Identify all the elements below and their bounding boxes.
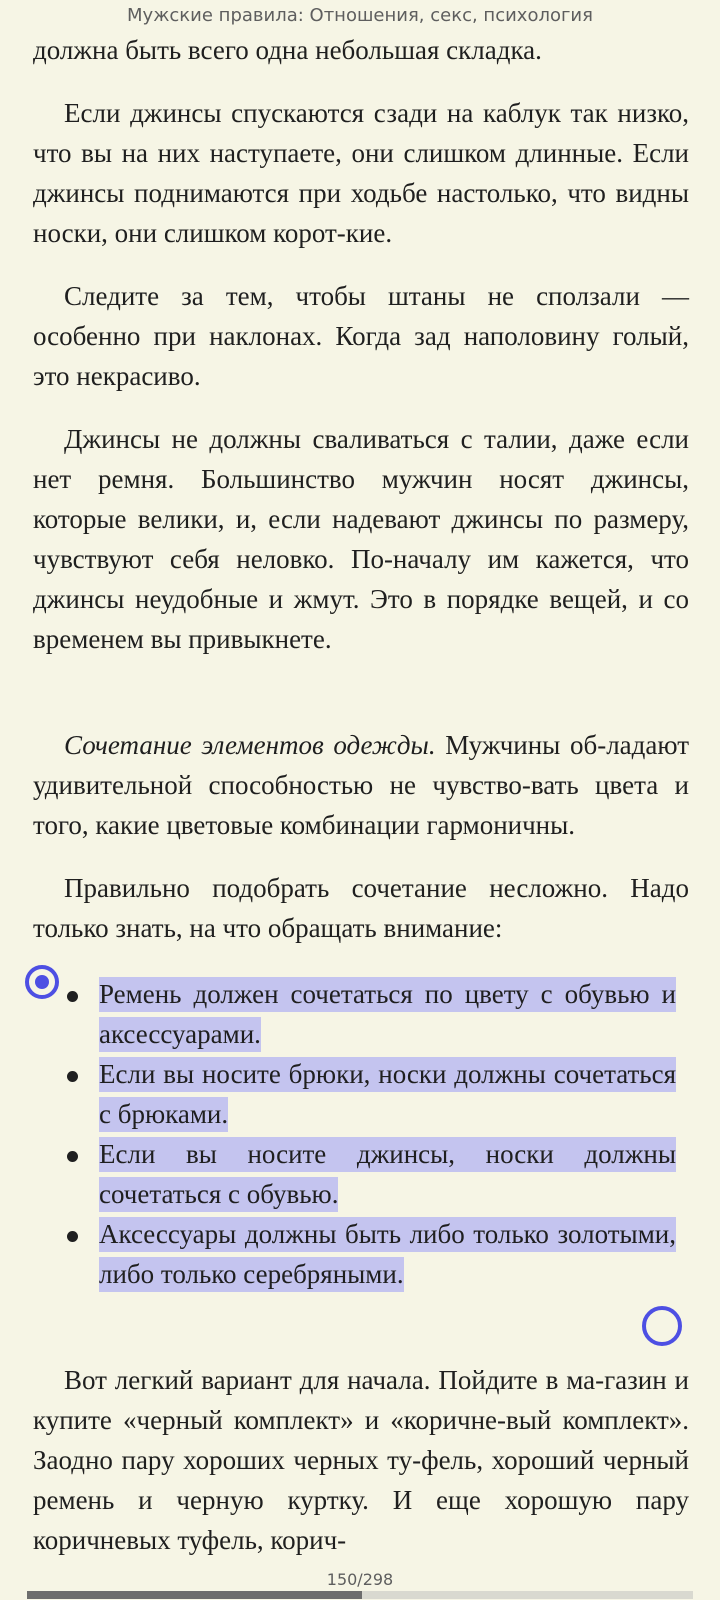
paragraph-spacer [33, 70, 689, 93]
paragraph-section-clothing [33, 725, 689, 845]
list-item-text [99, 974, 676, 1054]
paragraph-spacer [33, 253, 689, 276]
section-title: Сочетание элементов одежды. [64, 730, 436, 760]
bullet-icon [67, 1151, 78, 1162]
paragraph-intro: Правильно подобрать сочетание несложно. Надо только знать, на что обращать внимание: [33, 873, 689, 943]
section-spacer [33, 659, 689, 725]
selected-bullet-list[interactable] [33, 974, 689, 1294]
paragraph-spacer [33, 845, 689, 868]
list-item[interactable] [33, 1134, 689, 1214]
selected-text[interactable]: Аксессуары должны быть либо только золотыми, либо только серебряными. [99, 1217, 676, 1292]
list-item[interactable] [33, 1054, 689, 1134]
list-item-text [99, 1214, 676, 1294]
section-spacer [33, 1294, 689, 1360]
bullet-icon [67, 1231, 78, 1242]
reader-page[interactable] [33, 30, 689, 1560]
selected-text[interactable]: Если вы носите брюки, носки должны сочетаться с брюками. [99, 1057, 676, 1132]
selected-text[interactable]: Если вы носите джинсы, носки должны сочетаться с обувью. [99, 1137, 676, 1212]
bullet-icon [67, 1071, 78, 1082]
list-item[interactable] [33, 974, 689, 1054]
list-item-text [99, 1054, 676, 1134]
paragraph-spacer [33, 396, 689, 419]
paragraph-easy-option: Вот легкий вариант для начала. Пойдите в ма-газин и купите «черный комплект» и «коричне-вый комплект». Заодно пару хороших черных ту-фель, хороший черный ремень и черную куртку. И еще хорошую пару коричневых туфель, корич- [33, 1365, 689, 1555]
page-indicator: 150/298 [326, 1570, 394, 1589]
list-item-text [99, 1134, 676, 1214]
selection-start-handle-icon[interactable] [25, 965, 59, 999]
paragraph-heel-length: Если джинсы спускаются сзади на каблук так низко, что вы на них наступаете, они слишком длинные. Если джинсы поднимаются при ходьбе настолько, что видны носки, они слишком корот-кие. [33, 98, 689, 248]
reading-progress-fill [27, 1591, 362, 1599]
paragraph-pants: Следите за тем, чтобы штаны не сползали — особенно при наклонах. Когда зад наполовину голый, это некрасиво. [33, 281, 689, 391]
book-title-header: Мужские правила: Отношения, секс, психология [127, 5, 593, 26]
selection-end-handle-icon[interactable] [642, 1306, 682, 1346]
section-text: Мужчины об-ладают удивительной способностью не чувство-вать цвета и того, какие цветовые комбинации гармоничны. [33, 730, 689, 840]
selected-text[interactable]: Ремень должен сочетаться по цвету с обувью и аксессуарами. [99, 977, 676, 1052]
reading-progress-bar[interactable] [27, 1591, 693, 1599]
bullet-icon [67, 991, 78, 1002]
paragraph-continuation: должна быть всего одна небольшая складка. [33, 35, 542, 65]
paragraph-waist: Джинсы не должны сваливаться с талии, даже если нет ремня. Большинство мужчин носят джинсы, которые велики, и, если надевают джинсы по размеру, чувствуют себя неловко. По-началу им кажется, что джинсы неудобные и жмут. Это в порядке вещей, и со временем вы привыкнете. [33, 424, 689, 654]
list-item[interactable] [33, 1214, 689, 1294]
